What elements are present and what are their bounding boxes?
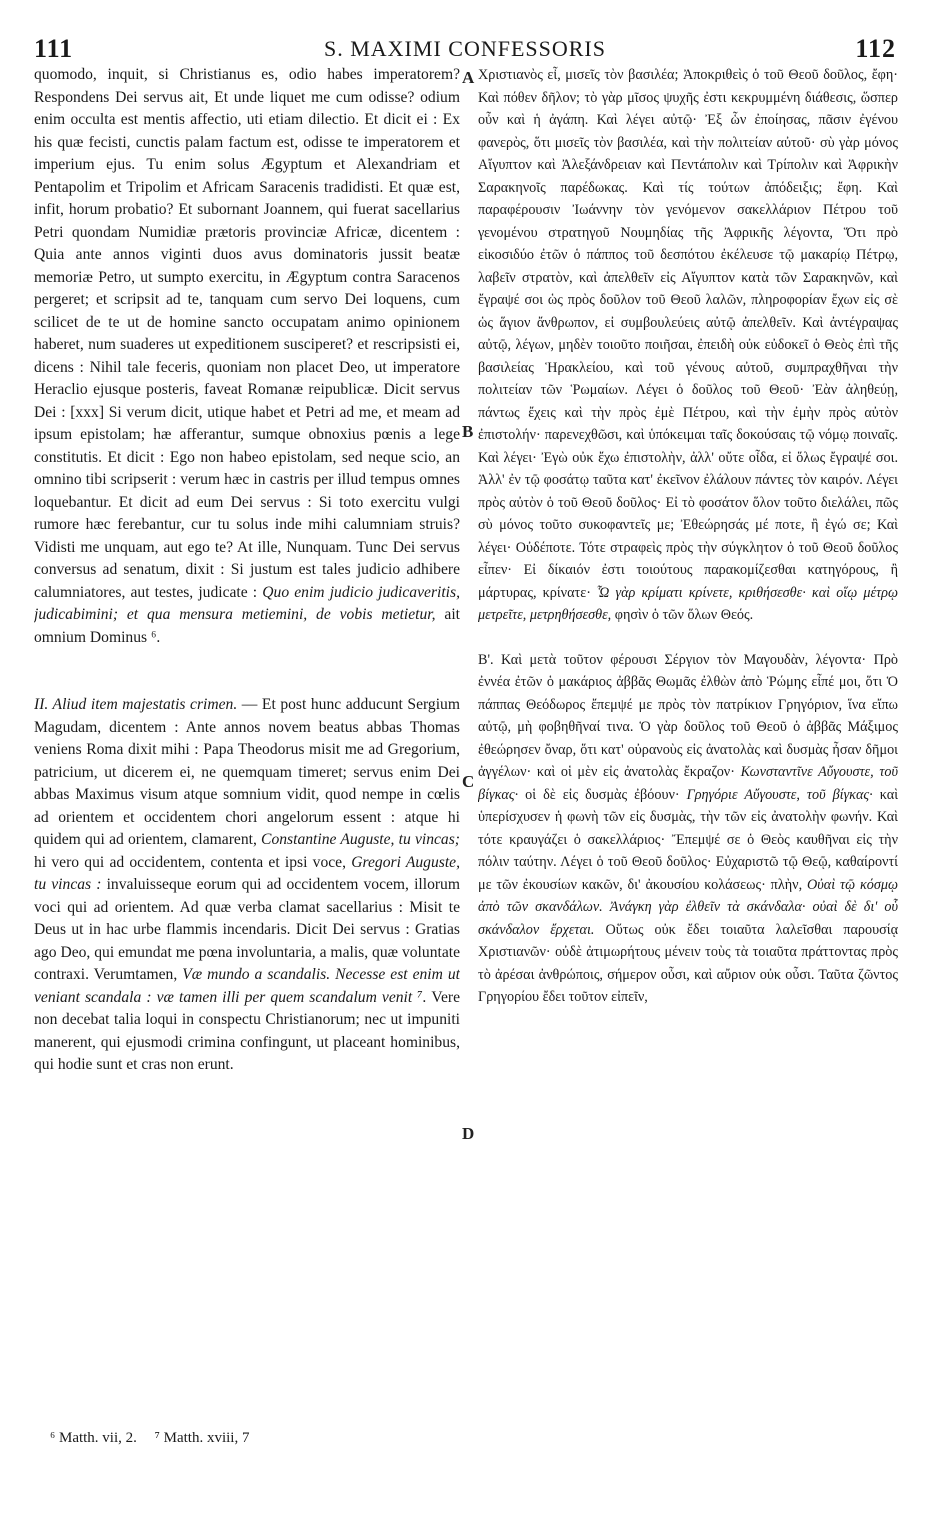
latin-paragraph-2 <box>34 694 460 1077</box>
running-title: S. MAXIMI CONFESSORIS <box>323 36 606 61</box>
latin-quote: Gregori Auguste, tu vincas : <box>34 853 460 893</box>
greek-quote: Κωνσταντῖνε Αὔγουστε, τοῦ βίγκας· <box>478 764 898 803</box>
latin-text: ait omnium Dominus ⁶. <box>34 606 460 646</box>
latin-text: invaluisseque eorum qui ad occidentem vocem, illorum voci qui ad orientem. Ad quæ verba clamat sacellarius : Misit te Deus ut in hac urbe flammis incendaris. Dicit Dei servus : Gratias ago Deo, qui emundat me pœna involuntaria, a malis, quæ voluntate contraxi. Verumtamen, <box>34 876 460 983</box>
page-header <box>34 34 896 68</box>
section-heading: II. Aliud item majestatis crimen. <box>34 696 238 713</box>
greek-text: Β'. Καὶ μετὰ τοῦτον φέρουσι Σέργιον τὸν Μαγουδὰν, λέγοντα· Πρὸ ἐννέα ἐτῶν ὁ μακάριος ἀββᾶς Θωμᾶς ἐλθὼν ἀπὸ Ῥώμης εἶπέ μοι, ὅτι Ὁ πάππας Θεόδωρος ἔπεμψέ με πρὸς τὸν πατρίκιον Γρηγόριον, ἵνα εἴπω αὐτῷ, μὴ φοβηθῆναί τινα. Ὁ γὰρ δοῦλος τοῦ Θεοῦ ὁ ἀββᾶς Μάξιμος ἐθεώρησεν ὄναρ, ὅτι κατ' οὐρανοὺς εἰς ἀνατολὰς καὶ δυσμὰς ἦσαν δῆμοι ἀγγέλων· καὶ οἱ μὲν εἰς ἀνατολὰς ἔκραζον· <box>478 651 898 780</box>
greek-quote: Ὧ γὰρ κρίματι κρίνετε, κριθήσεσθε· καὶ οἵῳ μέτρῳ μετρεῖτε, μετρηθήσεσθε, <box>478 584 898 623</box>
margin-marker-d: D <box>462 1124 475 1143</box>
greek-text: Χριστιανὸς εἶ, μισεῖς τὸν βασιλέα; Ἀποκριθεὶς ὁ τοῦ Θεοῦ δοῦλος, ἔφη· Καὶ πόθεν δῆλον; τὸ γὰρ μῖσος ψυχῆς ἐστι κεκρυμμένη διάθεσις, ὥσπερ οὖν καὶ ἡ ἀγάπη. Καὶ λέγει αὐτῷ· Ἐξ ὧν ἐποίησας, πᾶσιν ἐγένου φανερὸς, ὅτι μισεῖς τὸν βασιλέα, καὶ τὴν πολιτείαν αὐτοῦ· σὺ γὰρ μόνος Αἴγυπτον καὶ Ἀλεξάνδρειαν καὶ Πεντάπολιν καὶ Τρίπολιν καὶ Ἀφρικὴν Σαρακηνοῖς παρέδωκας. Καὶ τίς τούτων ἀπόδειξις; ἔφη. Καὶ παραφέρουσιν Ἰωάννην τὸν γενόμενον σακελλάριον Πέτρου τοῦ γενομένου στρατηγοῦ Νουμηδίας τῆς Ἀφρικῆς λέγοντα, Ὅτι πρὸ εἰκοσιδύο ἐτῶν ὁ πάππος τοῦ δεσπότου ἐκέλευσε τῷ μακαρίῳ Πέτρῳ, λαβεῖν στρατὸν, καὶ ἀπελθεῖν εἰς Αἴγυπτον κατὰ τῶν Σαρακηνῶν, καὶ ἔγραψέ σοι ὡς πρὸς δοῦλον τοῦ Θεοῦ λαλῶν, πληροφορίαν ἔχων εἰς σὲ ὡς ἅγιον ἄνθρωπον, εἰ συμβουλεύεις αὐτῷ ἀπελθεῖν. Καὶ ἀντέγραψας αὐτῷ, λέγων, μηδὲν τοιοῦτο ποιῆσαι, ἐπειδὴ οὐκ εὐδοκεῖ ὁ Θεὸς ἐπὶ τῆς βασιλείας Ἡρακλείου, καὶ τοῦ γένους αὐτοῦ, συμπραχθῆναι τὴν πολιτείαν τῶν Ῥωμαίων. Λέγει ὁ δοῦλος τοῦ Θεοῦ· Ἐὰν ἀληθεύῃ, πάντως ἔχεις καὶ τὴν πρὸς ἐμὲ Πέτρου, καὶ τὴν ἐμὴν πρὸς αὐτὸν ἐπιστολήν· παρενεχθῶσι, καὶ ὑπόκειμαι ταῖς δοκούσαις τῷ νόμῳ ποιναῖς. Καὶ λέγει· Ἐγὼ οὐκ ἔχω ἐπιστολὴν, ἀλλ' οὔτε οἶδα, εἰ ὅλως ἔγραψέ σοι. Ἀλλ' ἐν τῷ φοσάτῳ ταῦτα κατ' ἐκεῖνον ἐλάλουν πάντες τὸν καιρόν. Λέγει πρὸς αὐτὸν ὁ τοῦ Θεοῦ δοῦλος· Εἰ τὸ φοσάτον ὅλον τοῦτο διελάλει, πῶς σὺ μόνος τοῦτο συκοφαντεῖς με; Ἐθεώρησάς μέ ποτε, ἢ ἐγώ σε; Καὶ λέγει· Οὐδέποτε. Τότε στραφεὶς πρὸς τὴν σύγκλητον ὁ τοῦ Θεοῦ δοῦλος εἶπεν· Εἰ δίκαιόν ἐστι τοιούτους παρακομίζεσθαι κατηγόρους, ἢ μάρτυρας, κρίνατε· <box>478 67 898 601</box>
margin-marker-c: C <box>462 772 475 791</box>
latin-quote: Væ mundo a scandalis. Necesse est enim ut veniant scandala : væ tamen illi per quem scandalum venit ⁷. <box>34 966 460 1006</box>
footnotes <box>50 1430 470 1447</box>
greek-text: οἱ δὲ εἰς δυσμὰς ἐβόουν· <box>525 786 680 803</box>
greek-text: καὶ ὑπερίσχυσεν ἡ φωνὴ τῶν εἰς δυσμὰς, τὴν τῶν εἰς ἀνατολὴν φωνήν. Καὶ τότε κραυγάζει ὁ σακελλάριος· Ἔπεμψέ σε ὁ Θεὸς καυθῆναι εἰς τὴν πόλιν ταύτην. Λέγει ὁ τοῦ Θεοῦ δοῦλος· Εὐχαριστῶ τῷ Θεῷ, καθαίροντί με τῶν ἐκουσίων κακῶν, δι' ἀκουσίου κολάσεως· πλὴν, <box>478 786 898 893</box>
latin-paragraph-1 <box>34 64 460 649</box>
latin-text: — Et post hunc adducunt Sergium Magudam, dicentem : Ante annos novem beatus abbas Thomas veniens Roma dixit mihi : Papa Theodorus misit me ad Gregorium, patricium, ut dicerem ei, ne quemquam timeret; servus enim Dei abbas Maximus visum atque somnium vidit, quod nempe in cœlis ad orientem et occidentem chori angelorum essent : atque hi quidem qui ad orientem, clamarent, <box>34 696 460 848</box>
margin-marker-b: B <box>462 422 474 441</box>
latin-column <box>34 64 460 1424</box>
latin-text: quomodo, inquit, si Christianus es, odio habes imperatorem? Respondens Dei servus ait, Et unde liquet me cum odisse? odium enim occulta est mentis affectio, uti etiam dilectio. Et dicit ei : Ex his quæ fecisti, cunctis palam factum est, odisse te imperatorem et imperium ejus. Tu enim solus Ægyptum et Alexandriam et Pentapolim et Tripolim et Africam Saracenis tradidisti. Et quæ est, infit, horum probatio? Et subornant Joannem, qui fuerat sacellarius Petri quondam Numidiæ prætoris provinciæ Africæ, dicentem : Quia ante annos viginti duos avus dominatoris jussit beatæ memoriæ Petro, ut sumpto exercitu, in Ægyptum contra Saracenos pergeret; et scripsit ad te, tanquam cum servo Dei loquens, cum scilicet de te ut de homine sancto occupatam animo opinionem haberet, num suaderes ut expeditionem susciperet? et rescripsisti ei, dicens : Nihil tale feceris, quoniam non placet Deo, ut imperatore Heraclio ejusque posteris, faveat Romanæ reipublicæ. Dicit servus Dei : [xxx] Si verum dicit, utique habet et Petri ad me, et meam ad ipsum epistolam; hæ afferantur, sumque obnoxius pœnis a lege constitutis. Et dicit : Ego non habeo epistolam, sed neque scio, an omnino tibi scripserit : verum hæc in castris per illud tempus omnes loquebantur. Et dicit ad eum Dei servus : Si toto exercitu vulgi rumore hæc ferebantur, cur tu solus inde mihi calumniam struis? Vidisti me unquam, aut ego te? At ille, Nunquam. Tunc Dei servus conversus ad senatum, dixit : Si justum est tales judicio adhibere calumniatores, aut testes, judicate : <box>34 66 460 601</box>
page-number-right: 112 <box>855 34 896 63</box>
greek-paragraph-2 <box>478 649 898 1009</box>
latin-quote: Constantine Auguste, tu vincas; <box>261 831 460 848</box>
greek-quote: Οὐαὶ τῷ κόσμῳ ἀπὸ τῶν σκανδάλων. Ἀνάγκη γὰρ ἐλθεῖν τὰ σκάνδαλα· οὐαὶ δὲ δι' οὗ σκάνδαλον ἔρχεται. <box>478 876 898 938</box>
page-number-left: 111 <box>34 34 74 63</box>
margin-marker-a: A <box>462 68 475 87</box>
footnote-6: ⁶ Matth. vii, 2. <box>50 1430 137 1446</box>
greek-quote: Γρηγόριε Αὔγουστε, τοῦ βίγκας· <box>686 786 873 803</box>
latin-text: Vere non decebat talia loqui in conspectu Christianorum; nec ut impuniti manerent, qui ejusmodi crimina confingunt, ut placeant hominibus, qui hodie sunt et cras non erunt. <box>34 988 460 1073</box>
latin-quote: Quo enim judicio judicaveritis, judicabimini; et qua mensura metiemini, de vobis metietur, <box>34 583 460 623</box>
greek-text: Οὕτως οὐκ ἔδει τοιαῦτα λαλεῖσθαι παρουσίᾳ Χριστιανῶν· οὐδὲ ἀτιμωρήτους μένειν τοὺς τὰ τοιαῦτα πράττοντας πρὸς τὸ ἀρέσαι ἀνθρώποις, σήμερον οὖσι, καὶ αὔριον οὐκ οὖσι. Ταῦτα ζῶντος Γρηγορίου ἔδει τοῦτον εἰπεῖν, <box>478 921 898 1005</box>
greek-column <box>478 64 898 1434</box>
footnote-7: ⁷ Matth. xviii, 7 <box>154 1430 250 1446</box>
greek-text: φησὶν ὁ τῶν ὅλων Θεός. <box>614 607 754 623</box>
greek-paragraph-1 <box>478 64 898 627</box>
latin-text: hi vero qui ad occidentem, contenta et ipsi voce, <box>34 853 347 871</box>
